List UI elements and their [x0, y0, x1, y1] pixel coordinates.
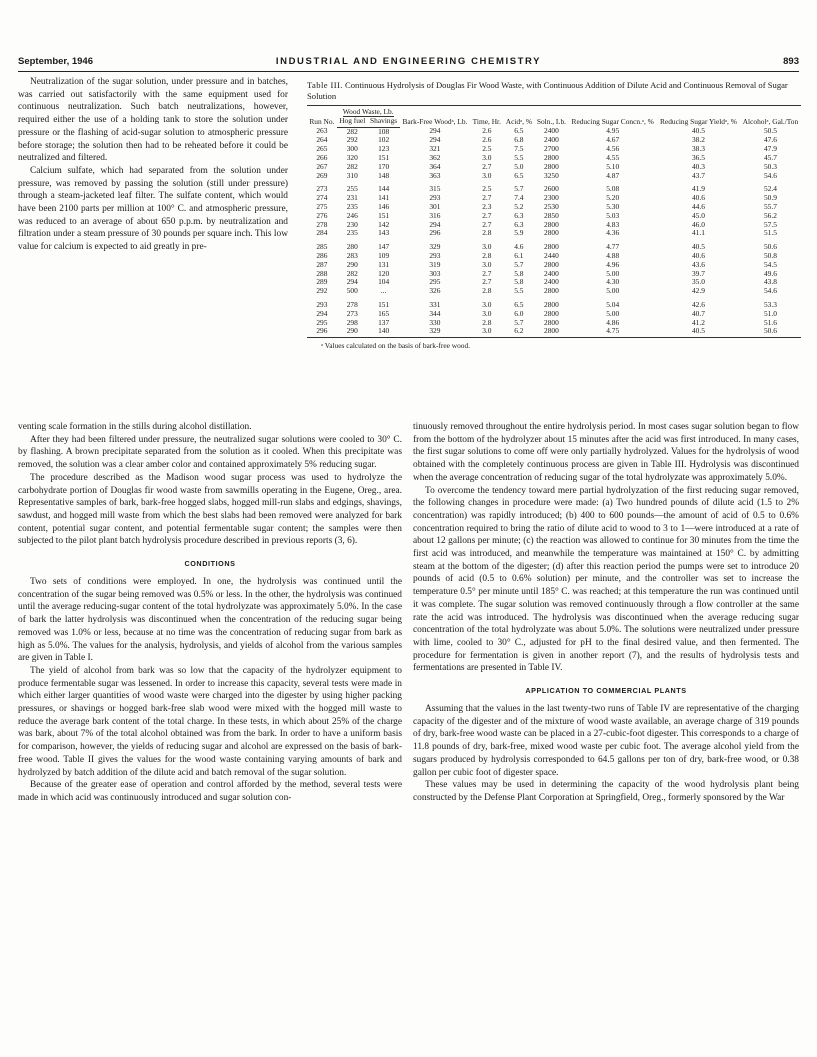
table-cell: 50.6 — [740, 327, 801, 337]
paragraph: Two sets of conditions were employed. In one, the hydrolysis was continued until the concentration of the sugar being removed was 0.5% or less. In the other, the hydrolysis was continued until the average reducing-sugar content of the total hydrolyzate was approximately 5.0%. In the case of bark the latter hydrolysis was discontinued when the concentration of the reducing sugar being removed was 1.0% or less, because at no time was the concentration of reducing sugar from bark as high as 5.0%. The values for the analysis, hydrolysis, and yields of alcohol from the various samples are given in Table I. — [18, 577, 402, 664]
table-cell: 3.0 — [482, 242, 492, 252]
table-cell: 36.5 — [691, 152, 705, 162]
table-cell: 109 — [378, 250, 390, 260]
table-cell: 293 — [429, 193, 441, 203]
paragraph: After they had been filtered under pressure, the neutralized sugar solutions were cooled to 30° C. by flashing. A brown precipitate separated from the solution as it cooled. When this precipitate was removed, the solution was a clear amber color and contained approximately 5% reducing sugar. — [18, 434, 402, 471]
table-cell: 55.7 — [763, 201, 777, 211]
table-cell: 284 — [316, 228, 328, 238]
col-reducing-conc: Reducing Sugar Concn.ᵃ, % — [568, 106, 657, 128]
table-cell: 57.5 — [763, 219, 777, 229]
table-cell: 5.00 — [606, 308, 620, 318]
table-cell: 5.2 — [514, 201, 524, 211]
col-hog-fuel: Hog fuel — [337, 117, 368, 127]
table-cell: 50.9 — [763, 193, 777, 203]
table-row — [307, 287, 801, 296]
table-cell: 5.7 — [514, 259, 524, 269]
table-cell: 500 — [346, 286, 358, 296]
table-cell: 2850 — [544, 210, 559, 220]
col-soln: Soln., Lb. — [534, 106, 568, 128]
table-cell: 290 — [337, 327, 368, 337]
table-cell: 54.6 — [763, 286, 777, 296]
table-cell: 2.7 — [482, 219, 492, 229]
paragraph: tinuously removed throughout the entire hydrolysis period. In most cases sugar solution began to flow from the bottom of the hydrolyzer about 15 minutes after the acid was first introduced. In many cases, the first sugar solutions to come off were only partially hydrolyzed. Values for the hydrolysis of wood obtained with the completely continuous process are given in Table III. Hydrolysis was discontinued when the average concentration of reducing sugar of the total hydrolyzate was approximately 5.0%. — [413, 422, 799, 483]
table-cell: 293 — [316, 299, 328, 309]
table-cell: 46.0 — [691, 219, 705, 229]
table-cell: 3.0 — [482, 308, 492, 318]
table-cell: 3250 — [544, 170, 559, 180]
table-cell: 140 — [368, 327, 400, 337]
table-cell: 2700 — [544, 144, 559, 154]
data-table — [307, 105, 801, 338]
table-cell: 267 — [316, 161, 328, 171]
table-cell: 2.5 — [482, 184, 492, 194]
table-cell: 5.9 — [514, 228, 524, 238]
table-label: Table III. — [307, 80, 343, 90]
col-time: Time, Hr. — [470, 106, 503, 128]
table-cell: 50.8 — [763, 250, 777, 260]
table-cell: 282 — [346, 161, 358, 171]
table-cell: 165 — [378, 308, 390, 318]
table-cell: 2.8 — [482, 317, 492, 327]
table-cell: 275 — [316, 201, 328, 211]
table-cell: 2800 — [544, 259, 559, 269]
table-cell: 35.0 — [691, 277, 705, 287]
table-cell: 2800 — [544, 161, 559, 171]
table-cell: 141 — [378, 193, 390, 203]
table-cell: 5.8 — [514, 277, 524, 287]
table-cell: 38.3 — [691, 144, 705, 154]
table-cell: 2800 — [544, 219, 559, 229]
table-cell: 108 — [378, 126, 390, 136]
table-cell: 2800 — [544, 299, 559, 309]
table-cell: 2800 — [544, 242, 559, 252]
table-cell: 50.6 — [763, 242, 777, 252]
header-journal: INDUSTRIAL AND ENGINEERING CHEMISTRY — [275, 56, 542, 67]
table-cell: 51.5 — [763, 228, 777, 238]
table-cell: 151 — [378, 152, 390, 162]
table-cell: 51.0 — [763, 308, 777, 318]
header-date: September, 1946 — [18, 56, 93, 67]
col-acid: Acidᵃ, % — [503, 106, 534, 128]
table-cell: 39.7 — [691, 268, 705, 278]
table-cell: 40.7 — [691, 308, 705, 318]
table-cell: 273 — [316, 184, 328, 194]
table-cell: 329 — [429, 242, 441, 252]
table-body — [307, 127, 801, 338]
page-number: 893 — [783, 56, 799, 67]
table-cell: 43.8 — [763, 277, 777, 287]
table-cell: 5.10 — [606, 161, 620, 171]
table-cell: 40.5 — [657, 327, 740, 337]
table-cell: 2.7 — [482, 268, 492, 278]
paragraph: The yield of alcohol from bark was so low that the capacity of the hydrolyzer equipment to produce fermentable sugar was lessened. In order to increase this capacity, several tests were made in which either larger quantities of wood waste were charged into the digester by using higher packing pressures, or shavings or hogged bark-free slab wood were mixed with the hogged mill waste to reduce the average bark content of the total charge. In these tests, in which about 25% of the charge was bark, about 7% of the total alcohol obtained was from the bark. In order to have a uniform basis for comparison, however, the yields of reducing sugar and alcohol are expressed on the basis of bark-free wood. Table II gives the values for the wood waste containing varying amounts of bark and hydrolyzed by batch addition of the dilute acid and batch removal of the sugar solution. — [18, 665, 402, 778]
table-cell: 5.7 — [514, 317, 524, 327]
column-top-left — [18, 76, 288, 254]
table-cell: 285 — [316, 242, 328, 252]
table-cell: 276 — [316, 210, 328, 220]
table-cell: 294 — [429, 135, 441, 145]
table-cell: 5.20 — [606, 193, 620, 203]
column-left — [18, 421, 402, 805]
table-cell: 143 — [378, 228, 390, 238]
table-cell: 43.6 — [691, 259, 705, 269]
table-cell: 293 — [429, 250, 441, 260]
table-cell: 287 — [316, 259, 328, 269]
table-cell: 40.5 — [691, 242, 705, 252]
table-cell: 3.0 — [482, 299, 492, 309]
table-cell: 2800 — [544, 286, 559, 296]
table-cell: 296 — [307, 327, 337, 337]
table-cell: 4.56 — [606, 144, 620, 154]
table-cell: 288 — [316, 268, 328, 278]
table-cell: 344 — [429, 308, 441, 318]
table-cell: 2.7 — [482, 277, 492, 287]
table-cell: 40.6 — [691, 250, 705, 260]
table-cell: 230 — [346, 219, 358, 229]
table-cell: 4.96 — [606, 259, 620, 269]
table-cell: 266 — [316, 152, 328, 162]
table-cell: 6.5 — [514, 170, 524, 180]
table-cell: 5.8 — [514, 268, 524, 278]
table-cell: ... — [380, 286, 387, 296]
table-cell: 320 — [346, 152, 358, 162]
table-cell: 6.2 — [503, 327, 534, 337]
table-cell: 6.5 — [514, 299, 524, 309]
table-cell: 294 — [429, 126, 441, 136]
paragraph: The procedure described as the Madison wood sugar process was used to hydrolyze the carbohydrate portion of Douglas fir wood waste from sawmills operating in the Eugene, Oreg., area. Representative samples of bark, bark-free hogged slabs, hogged mill-run slabs and edgings, shavings, sawdust, and hogged mill waste from which the best slabs had been removed were analyzed for bark content, potential sugar content, and potential fermentable sugar content; the samples were then subjected to the pilot plant batch hydrolysis procedure described in previous reports (3, 6). — [18, 472, 402, 547]
table-cell: 2400 — [544, 126, 559, 136]
table-cell: 54.5 — [763, 259, 777, 269]
table-cell: 5.5 — [514, 152, 524, 162]
table-cell: 40.3 — [691, 161, 705, 171]
table-cell: 123 — [378, 144, 390, 154]
table-row — [307, 229, 801, 238]
table-cell: 4.6 — [514, 242, 524, 252]
table-cell: 263 — [316, 126, 328, 136]
running-header — [18, 56, 799, 70]
table-cell: 278 — [316, 219, 328, 229]
col-reducing-yield: Reducing Sugar Yieldᵃ, % — [657, 106, 740, 128]
table-cell: 2800 — [544, 317, 559, 327]
column-right — [413, 421, 799, 805]
table-cell: 2.8 — [482, 228, 492, 238]
table-cell: 2300 — [544, 193, 559, 203]
table-cell: 4.77 — [606, 242, 620, 252]
table-row — [307, 172, 801, 181]
table-cell: 231 — [346, 193, 358, 203]
table-cell: 290 — [346, 259, 358, 269]
table-cell: 7.5 — [514, 144, 524, 154]
table-cell: 4.86 — [606, 317, 620, 327]
table-cell: 364 — [429, 161, 441, 171]
table-cell: 4.55 — [606, 152, 620, 162]
table-cell: 278 — [346, 299, 358, 309]
table-cell: 2530 — [544, 201, 559, 211]
table-cell: 246 — [346, 210, 358, 220]
table-cell: 6.5 — [514, 126, 524, 136]
table-cell: 50.5 — [763, 126, 777, 136]
table-cell: 4.87 — [606, 170, 620, 180]
table-cell: 310 — [346, 170, 358, 180]
table-cell: 6.1 — [514, 250, 524, 260]
table-cell: 2.6 — [482, 126, 492, 136]
table-cell: 319 — [429, 259, 441, 269]
table-cell: 42.9 — [691, 286, 705, 296]
paragraph: These values may be used in determining the capacity of the wood hydrolysis plant being constructed by the Defense Plant Corporation at Springfield, Oreg., formerly sponsored by the War — [413, 780, 799, 803]
table-row — [307, 327, 801, 337]
table-cell: 2.7 — [482, 193, 492, 203]
table-cell: 151 — [378, 210, 390, 220]
table-cell: 5.5 — [514, 286, 524, 296]
table-cell: 5.03 — [606, 210, 620, 220]
table-cell: 47.9 — [763, 144, 777, 154]
table-cell: 295 — [429, 277, 441, 287]
table-cell: 294 — [346, 277, 358, 287]
table-cell: 52.4 — [763, 184, 777, 194]
table-cell: 300 — [346, 144, 358, 154]
table-cell: 147 — [378, 242, 390, 252]
table-cell: 3.0 — [482, 259, 492, 269]
table-cell: 2440 — [544, 250, 559, 260]
table-cell: 3.0 — [482, 152, 492, 162]
table-caption — [307, 80, 801, 102]
table-cell: 45.7 — [763, 152, 777, 162]
table-cell: 298 — [346, 317, 358, 327]
table-cell: 274 — [316, 193, 328, 203]
table-row — [307, 180, 801, 194]
table-cell: 283 — [346, 250, 358, 260]
table-cell: 4.36 — [606, 228, 620, 238]
table-cell: 4.95 — [606, 126, 620, 136]
table-cell: 2400 — [544, 268, 559, 278]
table-cell: 50.3 — [763, 161, 777, 171]
table-cell: 42.6 — [691, 299, 705, 309]
table-cell: 2800 — [544, 152, 559, 162]
table-cell: 282 — [346, 126, 358, 136]
table-cell: 315 — [429, 184, 441, 194]
paragraph: Calcium sulfate, which had separated from the solution under pressure, was removed by passing the solution (still under pressure) through a steam-jacketed leaf filter. The sulfate content, which would have been 2100 parts per million at 100° C. and atmospheric pressure, was reduced to an average of about 650 p.p.m. by neutralization and filtration under a steam pressure of 30 pounds per square inch. This low value for calcium is expected to aid greatly in pre- — [18, 165, 288, 253]
table-cell: 294 — [429, 219, 441, 229]
table-cell: 6.8 — [514, 135, 524, 145]
table-cell: 2.5 — [482, 144, 492, 154]
table-cell: 41.2 — [691, 317, 705, 327]
table-cell: 330 — [429, 317, 441, 327]
table-row — [307, 296, 801, 310]
table-cell: 41.9 — [691, 184, 705, 194]
table-cell: 289 — [316, 277, 328, 287]
section-heading-conditions: CONDITIONS — [184, 559, 236, 569]
table-cell: 49.6 — [763, 268, 777, 278]
table-cell: 2.7 — [482, 210, 492, 220]
table-cell: 269 — [316, 170, 328, 180]
table-cell: 326 — [429, 286, 441, 296]
table-cell: 5.7 — [514, 184, 524, 194]
table-cell: 54.6 — [763, 170, 777, 180]
table-cell: 235 — [346, 228, 358, 238]
table-cell: 2.3 — [482, 201, 492, 211]
table-cell: 362 — [429, 152, 441, 162]
table-cell: 2.8 — [482, 250, 492, 260]
table-cell: 7.4 — [514, 193, 524, 203]
paragraph: Because of the greater ease of operation and control afforded by the method, several tests were made in which acid was continuously introduced and sugar solution con- — [18, 780, 402, 803]
table-footnote: ᵃ Values calculated on the basis of bark-free wood. — [321, 341, 471, 351]
table-cell: 151 — [378, 299, 390, 309]
paragraph: Assuming that the values in the last twenty-two runs of Table IV are representative of the charging capacity of the digester and of the mixture of wood waste available, an average charge of 319 pounds of dry, bark-free wood waste can be placed in a 27-cubic-foot digester. This corresponds to a charge of 11.8 pounds of dry, bark-free, mixed wood waste per cubic foot. The average alcohol yield from the sugars produced by hydrolysis corresponded to 64.5 gallons per ton of dry, bark-free wood, or 0.38 gallon per cubic foot of digester space. — [413, 704, 799, 778]
table-cell: 2600 — [544, 184, 559, 194]
table-cell: 282 — [346, 268, 358, 278]
table-cell: 131 — [378, 259, 390, 269]
section-heading-commercial: APPLICATION TO COMMERCIAL PLANTS — [525, 686, 687, 696]
table-cell: 40.6 — [691, 193, 705, 203]
table-cell: 40.5 — [691, 126, 705, 136]
table-cell: 4.83 — [606, 219, 620, 229]
table-cell: 6.3 — [514, 210, 524, 220]
table-cell: 6.3 — [514, 219, 524, 229]
table-cell: 273 — [346, 308, 358, 318]
table-cell: 5.00 — [606, 286, 620, 296]
table-cell: 2400 — [544, 277, 559, 287]
table-cell: 2800 — [544, 308, 559, 318]
table-row — [307, 238, 801, 252]
table-cell: 104 — [378, 277, 390, 287]
table-cell: 5.00 — [606, 268, 620, 278]
table-cell: 286 — [316, 250, 328, 260]
table-cell: 3.0 — [470, 327, 503, 337]
paragraph: Neutralization of the sugar solution, under pressure and in batches, was carried out satisfactorily with the same equipment used for continuous neutralization. Such batch neutralizations, however, required either the use of a holding tank to store the solution under pressure or the flashing of acid-sugar solution to atmospheric pressure before storage; the solution then had to be reheated before it could be neutralized and filtered. — [18, 77, 288, 164]
table-cell: 235 — [346, 201, 358, 211]
table-cell: 3.0 — [482, 170, 492, 180]
table-cell: 321 — [429, 144, 441, 154]
table-cell: 331 — [429, 299, 441, 309]
table-cell: 280 — [346, 242, 358, 252]
table-cell: 264 — [316, 135, 328, 145]
table-cell: 5.30 — [606, 201, 620, 211]
table-cell: 148 — [378, 170, 390, 180]
table-cell: 47.6 — [763, 135, 777, 145]
paragraph: venting scale formation in the stills during alcohol distillation. — [18, 422, 252, 432]
col-bark-free: Bark-Free Woodᵃ, Lb. — [400, 106, 471, 128]
table-cell: 53.3 — [763, 299, 777, 309]
table-cell: 265 — [316, 144, 328, 154]
table-cell: 56.2 — [763, 210, 777, 220]
table-cell: 4.30 — [606, 277, 620, 287]
table-cell: 2800 — [534, 327, 568, 337]
col-shavings: Shavings — [368, 117, 400, 127]
table-cell: 316 — [429, 210, 441, 220]
table-cell: 51.6 — [763, 317, 777, 327]
table-cell: 363 — [429, 170, 441, 180]
table-cell: 45.0 — [691, 210, 705, 220]
table-cell: 2800 — [544, 228, 559, 238]
table-iii — [307, 80, 801, 350]
table-cell: 2.6 — [482, 135, 492, 145]
table-cell: 303 — [429, 268, 441, 278]
table-cell: 102 — [378, 135, 390, 145]
table-cell: 292 — [346, 135, 358, 145]
table-cell: 144 — [378, 184, 390, 194]
table-cell: 4.67 — [606, 135, 620, 145]
table-cell: 296 — [429, 228, 441, 238]
table-cell: 301 — [429, 201, 441, 211]
table-cell: 5.0 — [514, 161, 524, 171]
table-cell: 2.8 — [482, 286, 492, 296]
table-cell: 6.0 — [514, 308, 524, 318]
table-cell: 295 — [316, 317, 328, 327]
table-cell: 41.1 — [691, 228, 705, 238]
table-cell: 2400 — [544, 135, 559, 145]
table-cell: 292 — [316, 286, 328, 296]
table-cell: 142 — [378, 219, 390, 229]
table-cell: 44.6 — [691, 201, 705, 211]
paragraph: To overcome the tendency toward mere partial hydrolyzation of the first reducing sugar removed, the following changes in procedure were made: (a) Two hundred pounds of dilute acid (1.5 to 2% concentration) was rapidly introduced; (b) 400 to 600 pounds—the amount of acid of 0.5 to 0.6% concentration required to bring the ratio of dilute acid to wood to 3 to 1—were introduced at a rate of about 12 gallons per minute; (c) the reaction was allowed to continue for 30 minutes from the time the first acid was introduced, and meanwhile the temperature was maintained at 150° C. by admitting steam at the bottom of the digester; (d) after this reaction period the pumps were set to introduce 20 pounds of acid (0.5 to 0.6% solution) per minute, and the controller was set to increase the temperature 0.5° per minute until 185° C. was reached; at this temperature the run was continued until it was complete. The sugar solution was removed continuously through a flow controller at the same rate the acid was introduced. The hydrolysis was discontinued when the average reducing sugar concentration of the total hydrolyzate was about 5.0%. The solutions were neutralized under pressure with lime, cooled to 30° C., adjusted for pH to the final desired value, and then fermented. The procedure for fermentation is given in another report (7), and the results of hydrolysis tests and fermentations are presented in Table IV. — [413, 485, 799, 674]
table-cell: 5.08 — [606, 184, 620, 194]
table-cell: 255 — [346, 184, 358, 194]
table-cell: 5.04 — [606, 299, 620, 309]
col-run: Run No. — [307, 106, 337, 128]
table-cell: 329 — [400, 327, 471, 337]
wood-group-label: Wood Waste, Lb. — [342, 107, 394, 116]
table-cell: 38.2 — [691, 135, 705, 145]
col-alcohol: Alcoholᵃ, Gal./Ton — [740, 106, 801, 128]
table-cell: 2.7 — [482, 161, 492, 171]
header-rule — [18, 71, 799, 72]
table-cell: 4.75 — [568, 327, 657, 337]
table-cell: 43.7 — [691, 170, 705, 180]
table-cell: 294 — [316, 308, 328, 318]
table-cell: 137 — [378, 317, 390, 327]
table-cell: 4.88 — [606, 250, 620, 260]
table-cell: 170 — [378, 161, 390, 171]
table-cell: 146 — [378, 201, 390, 211]
table-cell: 120 — [378, 268, 390, 278]
table-title: Continuous Hydrolysis of Douglas Fir Wood Waste, with Continuous Addition of Dilute Acid and Continuous Removal of Sugar Solution — [307, 80, 788, 101]
